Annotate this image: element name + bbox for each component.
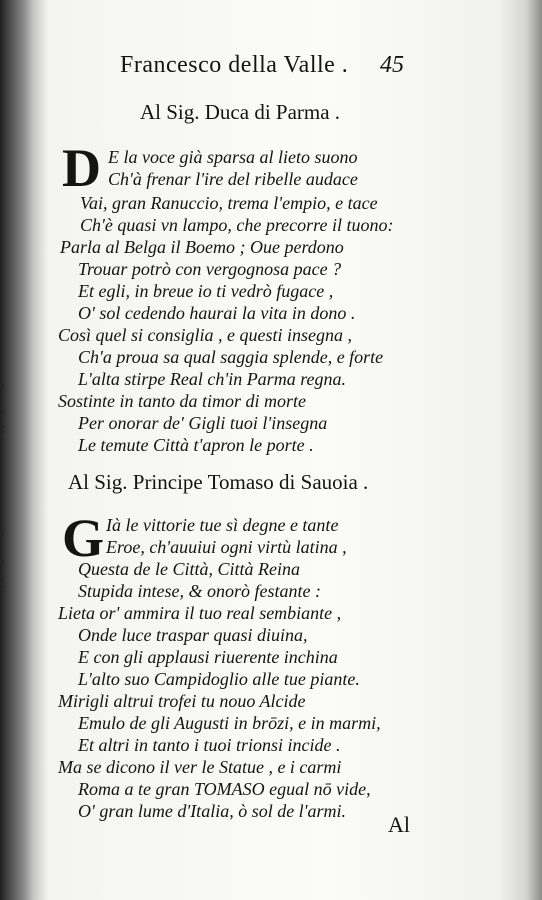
poem-line: Così quel si consiglia , e questi insegna , (58, 325, 352, 345)
poem-line: Sostinte in tanto da timor di morte (58, 391, 307, 411)
poem-line: Per onorar de' Gigli tuoi l'insegna (78, 413, 328, 433)
poem-line: O' gran lume d'Italia, ò sol de l'armi. (78, 801, 347, 821)
poem-line: Ià le vittorie tue sì degne e tante (106, 515, 339, 535)
poem-line: Stupida intese, & onorò festante : (78, 581, 321, 601)
drop-cap: G (62, 508, 105, 568)
gutter-mark: , (0, 548, 6, 567)
poem-line: Ch'à frenar l'ire del ribelle audace (108, 169, 358, 189)
gutter-mark: , (0, 520, 6, 539)
drop-cap: D (62, 138, 101, 198)
poem-line: Eroe, ch'auuiui ogni virtù latina , (106, 537, 347, 557)
poem-line: L'alta stirpe Real ch'in Parma regna. (78, 369, 347, 389)
poem-line: L'alto suo Campidoglio alle tue piante. (78, 669, 360, 689)
poem-line: Et altri in tanto i tuoi trionsi incide . (78, 735, 341, 755)
poem-line: Questa de le Città, Città Reina (78, 559, 300, 579)
poem-line: Et egli, in breue io ti vedrò fugace , (78, 281, 334, 301)
poem-line: Vai, gran Ranuccio, trema l'empio, e tace (80, 193, 378, 213)
page-number: 45 (380, 52, 404, 78)
poem-line: E con gli applausi riuerente inchina (78, 647, 338, 667)
poem-line: E la voce già sparsa al lieto suono (108, 147, 358, 167)
poem-line: Mirigli altrui trofei tu nouo Alcide (58, 691, 306, 711)
catchword: Al (388, 812, 410, 837)
poem-line: Lieta or' ammira il tuo real sembiante , (58, 603, 342, 623)
gutter-mark: : (0, 572, 6, 591)
poem-line: Ma se dicono il ver le Statue , e i carmi (58, 757, 342, 777)
poem-line: Le temute Città t'apron le porte . (78, 435, 314, 455)
poem-line: Ch'a proua sa qual saggia splende, e forte (78, 347, 384, 367)
poem-line: Onde luce traspar quasi diuina, (78, 625, 308, 645)
poem-line: O' sol cedendo haurai la vita in dono . (78, 303, 356, 323)
gutter-mark: , (0, 398, 6, 417)
poem-line: Parla al Belga il Boemo ; Oue perdono (60, 237, 344, 257)
poem-heading: Al Sig. Duca di Parma . (140, 100, 341, 124)
poem-heading: Al Sig. Principe Tomaso di Sauoia . (68, 470, 369, 494)
poem-line: Roma a te gran TOMASO egual nō vide, (78, 779, 371, 799)
running-head: Francesco della Valle . (120, 52, 349, 78)
poem-line: Trouar potrò con vergognosa pace ? (78, 259, 342, 279)
poem-line: Ch'è quasi vn lampo, che precorre il tuono: (80, 215, 394, 235)
gutter-mark: , (0, 372, 6, 391)
gutter-mark: : (0, 418, 6, 437)
poem-line: Emulo de gli Augusti in brōzi, e in marmi, (78, 713, 381, 733)
